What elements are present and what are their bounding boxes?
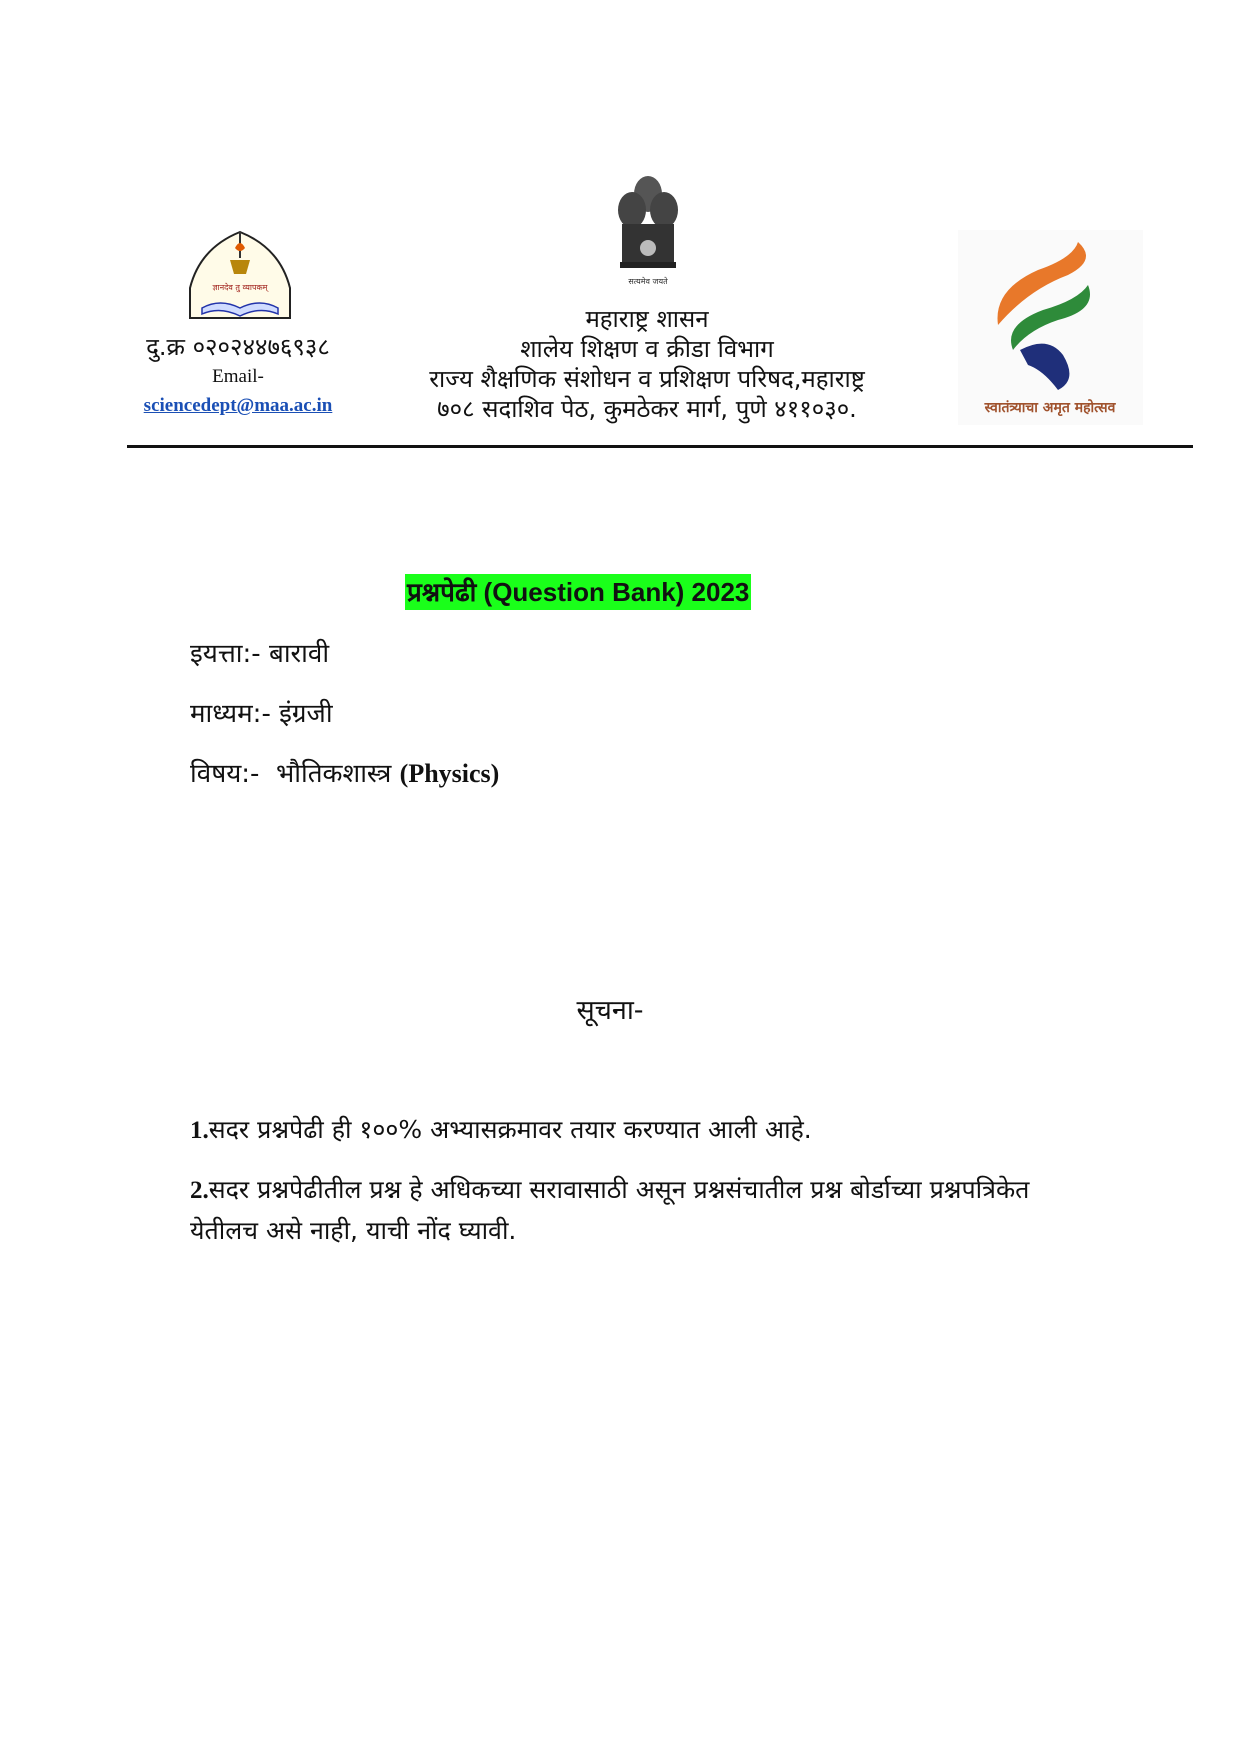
subject-label: विषय:- — [190, 759, 260, 789]
medium-field — [190, 694, 333, 730]
class-field — [190, 634, 329, 670]
notice-text: सदर प्रश्नपेढी ही १००% अभ्यासक्रमावर तयार करण्यात आली आहे. — [208, 1115, 812, 1144]
phone-number: दु.क्र ०२०२४४७६९३८ — [146, 333, 330, 361]
notice-item — [190, 1110, 1070, 1151]
medium-value: इंग्रजी — [279, 699, 333, 729]
class-value: बारावी — [268, 639, 330, 669]
email-link[interactable]: sciencedept@maa.ac.in — [143, 395, 333, 416]
email-label: Email- — [212, 366, 264, 387]
header-line-address: ७०८ सदाशिव पेठ, कुमठेकर मार्ग, पुणे ४११०३०. — [437, 395, 857, 423]
medium-label: माध्यम:- — [190, 699, 271, 729]
notice-number: 2. — [190, 1177, 209, 1204]
svg-text:सत्यमेव जयते: सत्यमेव जयते — [628, 277, 668, 286]
notice-number: 1. — [190, 1117, 209, 1144]
amrit-mahotsav-logo — [958, 230, 1143, 425]
svg-text:स्वातंत्र्याचा अमृत महोत्सव: स्वातंत्र्याचा अमृत महोत्सव — [984, 400, 1116, 416]
notice-item — [190, 1170, 1070, 1251]
header-line-council: राज्य शैक्षणिक संशोधन व प्रशिक्षण परिषद,महाराष्ट्र — [429, 365, 865, 393]
national-emblem — [612, 172, 684, 290]
subject-english: (Physics) — [399, 759, 500, 788]
svg-text:ज्ञानदेव तु व्यापकम्: ज्ञानदेव तु व्यापकम् — [212, 283, 268, 292]
header-line-govt: महाराष्ट्र शासन — [585, 305, 709, 333]
scert-logo — [180, 228, 300, 323]
notice-text: सदर प्रश्नपेढीतील प्रश्न हे अधिकच्या सरावासाठी असून प्रश्नसंचातील प्रश्न बोर्डाच्या प्रश्नपत्रिकेत येतीलच असे नाही, याची नोंद घ्यावी. — [190, 1175, 1030, 1245]
subject-value: भौतिकशास्त्र — [275, 759, 392, 789]
subject-field — [190, 754, 499, 790]
header-line-department: शालेय शिक्षण व क्रीडा विभाग — [520, 335, 774, 363]
class-label: इयत्ता:- — [190, 639, 261, 669]
document-title: प्रश्नपेढी (Question Bank) 2023 — [405, 574, 751, 610]
notice-heading: सूचना- — [576, 995, 644, 1026]
header-divider — [127, 445, 1193, 448]
